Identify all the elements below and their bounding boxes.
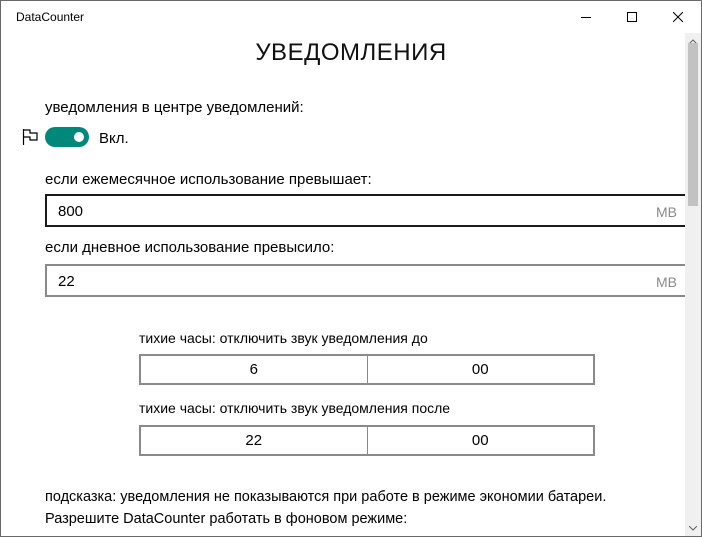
- flag-icon: [21, 127, 41, 147]
- maximize-icon: [627, 12, 637, 22]
- vertical-scrollbar[interactable]: [685, 33, 701, 536]
- title-bar[interactable]: [1, 1, 701, 33]
- quiet-hours-until-picker[interactable]: [139, 354, 595, 385]
- quiet-hours-until-label: тихие часы: отключить звук уведомления до: [139, 330, 428, 346]
- daily-limit-label: если дневное использование превысило:: [45, 239, 335, 256]
- toggle-state-label: Вкл.: [99, 130, 129, 147]
- minimize-button[interactable]: [563, 1, 609, 33]
- quiet-hours-until-minute[interactable]: 00: [367, 356, 594, 383]
- monthly-limit-label: если ежемесячное использование превышает:: [45, 171, 372, 188]
- notification-toggle[interactable]: [45, 127, 89, 147]
- daily-limit-unit: MB: [656, 274, 677, 290]
- hint-line-1: подсказка: уведомления не показываются при работе в режиме экономии батареи.: [45, 489, 607, 505]
- scroll-down-arrow-icon[interactable]: [685, 520, 701, 536]
- quiet-hours-after-minute[interactable]: 00: [367, 427, 594, 454]
- quiet-hours-after-hour[interactable]: 22: [245, 432, 263, 449]
- monthly-limit-unit: MB: [656, 204, 677, 220]
- toggle-knob: [74, 132, 84, 142]
- app-title: DataCounter: [16, 10, 85, 24]
- close-button[interactable]: [655, 1, 701, 33]
- hint-line-2: Разрешите DataCounter работать в фоновом режиме:: [45, 511, 408, 527]
- quiet-hours-after-label: тихие часы: отключить звук уведомления после: [139, 400, 451, 416]
- notification-center-label: уведомления в центре уведомлений:: [45, 99, 304, 116]
- scrollbar-thumb[interactable]: [688, 43, 698, 206]
- maximize-button[interactable]: [609, 1, 655, 33]
- close-icon: [673, 12, 683, 22]
- monthly-limit-value: 800: [58, 203, 84, 220]
- page-title: УВЕДОМЛЕНИЯ: [255, 39, 447, 66]
- minimize-icon: [581, 12, 591, 22]
- quiet-hours-until-hour[interactable]: 6: [249, 361, 258, 378]
- quiet-hours-after-picker[interactable]: [139, 425, 595, 456]
- daily-limit-input[interactable]: [45, 264, 689, 297]
- daily-limit-value: 22: [58, 273, 75, 290]
- monthly-limit-input[interactable]: [45, 194, 689, 227]
